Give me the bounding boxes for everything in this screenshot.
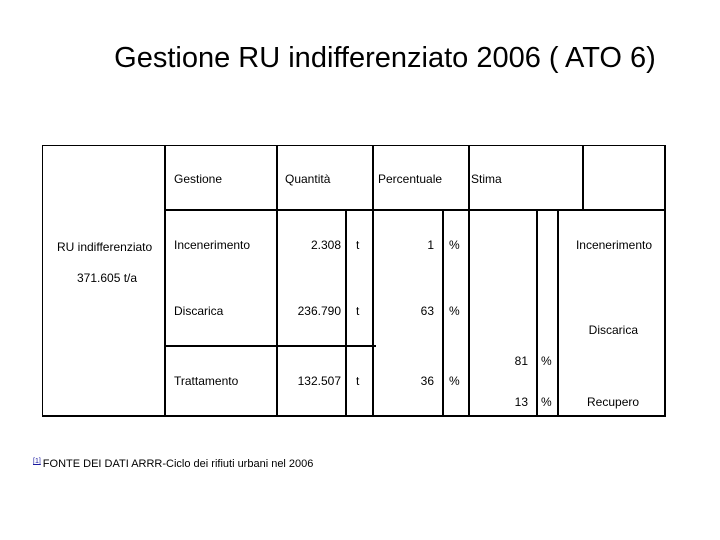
row-name: Trattamento bbox=[174, 374, 239, 388]
row-percent-unit: % bbox=[449, 304, 460, 318]
header-stima: Stima bbox=[471, 172, 502, 186]
stima-recupero: Recupero bbox=[587, 395, 640, 409]
header-percentuale: Percentuale bbox=[378, 172, 443, 186]
row-name: Incenerimento bbox=[174, 238, 251, 252]
row-quantity: 236.790 bbox=[297, 304, 341, 318]
row-percent-unit: % bbox=[449, 374, 460, 388]
header-quantita: Quantità bbox=[285, 172, 331, 186]
table-divider bbox=[442, 210, 444, 417]
row-percent: 1 bbox=[427, 238, 434, 252]
table-divider bbox=[582, 145, 584, 210]
table-divider bbox=[468, 145, 470, 417]
row-percent: 63 bbox=[420, 304, 434, 318]
stima-value: 13 bbox=[514, 395, 528, 409]
table-divider bbox=[536, 210, 538, 417]
footnote-text: FONTE DEI DATI ARRR-Ciclo dei rifiuti urbani nel 2006 bbox=[42, 458, 314, 470]
table-divider bbox=[164, 145, 166, 417]
stima-incenerimento: Incenerimento bbox=[575, 238, 652, 252]
stima-value-unit: % bbox=[541, 395, 552, 409]
page-title: Gestione RU indifferenziato 2006 ( ATO 6) bbox=[114, 42, 656, 74]
row-unit: t bbox=[356, 238, 360, 252]
stima-value: 81 bbox=[514, 354, 528, 368]
footnote bbox=[33, 458, 313, 470]
header-gestione: Gestione bbox=[174, 172, 223, 186]
stima-value-unit: % bbox=[541, 354, 552, 368]
left-label: RU indifferenziato bbox=[57, 240, 153, 254]
row-unit: t bbox=[356, 304, 360, 318]
row-unit: t bbox=[356, 374, 360, 388]
table-divider bbox=[345, 210, 347, 417]
stima-discarica: Discarica bbox=[588, 323, 638, 337]
row-quantity: 132.507 bbox=[297, 374, 341, 388]
table-divider bbox=[164, 209, 666, 211]
row-percent-unit: % bbox=[449, 238, 460, 252]
row-percent: 36 bbox=[420, 374, 434, 388]
footnote-marker[interactable]: [1] bbox=[33, 458, 41, 465]
table-divider bbox=[164, 345, 376, 347]
row-name: Discarica bbox=[174, 304, 224, 318]
left-total: 371.605 t/a bbox=[77, 271, 138, 285]
row-quantity: 2.308 bbox=[310, 238, 341, 252]
